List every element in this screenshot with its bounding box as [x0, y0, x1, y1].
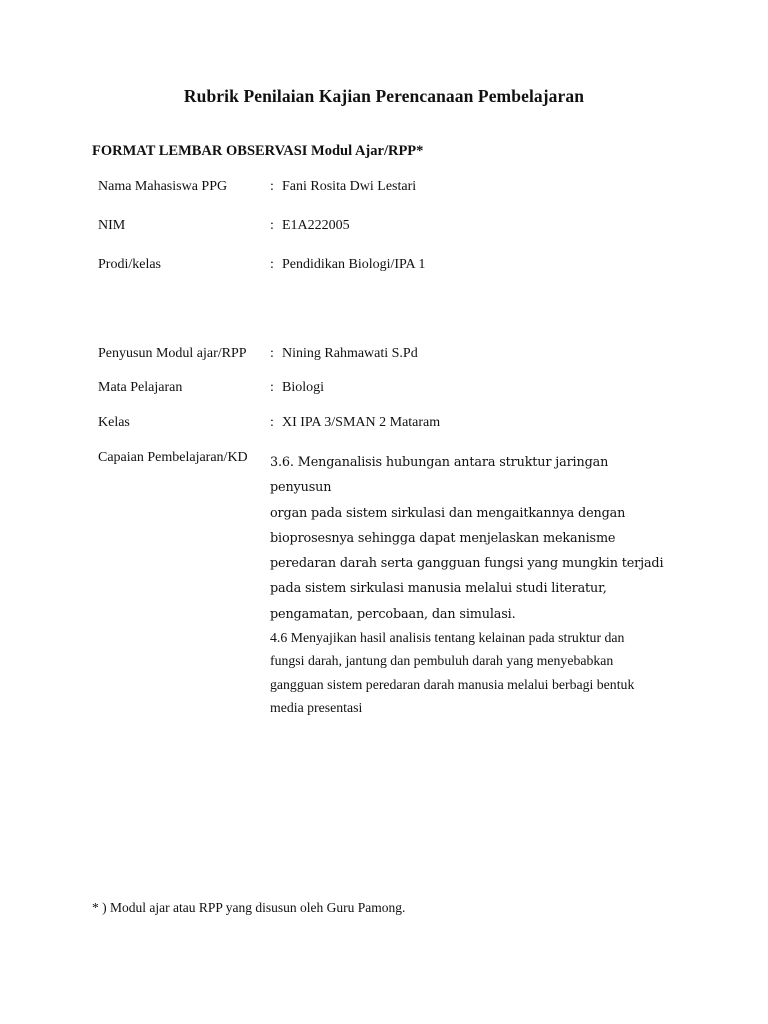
field-label-nama: Nama Mahasiswa PPG	[98, 179, 228, 194]
field-label-prodi: Prodi/kelas	[98, 257, 161, 272]
kd-line: gangguan sistem peredaran darah manusia melalui berbagi bentuk	[270, 676, 635, 692]
kd-line: 4.6 Menyajikan hasil analisis tentang kelainan pada struktur dan	[270, 630, 625, 645]
page-title: Rubrik Penilaian Kajian Perencanaan Pembelajaran	[183, 86, 585, 106]
field-colon: :	[270, 257, 274, 272]
kd-line: organ pada sistem sirkulasi dan mengaitkannya dengan	[270, 505, 626, 521]
field-value-kelas: XI IPA 3/SMAN 2 Mataram	[282, 415, 441, 430]
field-colon: :	[270, 380, 274, 395]
kd-line: fungsi darah, jantung dan pembuluh darah yang menyebabkan	[270, 653, 614, 669]
field-value-nama: Fani Rosita Dwi Lestari	[282, 179, 417, 194]
kd-line: peredaran darah serta gangguan fungsi yang mungkin terjadi	[270, 556, 664, 572]
kd-line: media presentasi	[270, 699, 363, 715]
form-subtitle: FORMAT LEMBAR OBSERVASI Modul Ajar/RPP*	[92, 143, 424, 159]
kd-line: 3.6. Menganalisis hubungan antara struktur jaringan penyusun	[270, 455, 609, 496]
kd-paragraph-4-6	[270, 626, 670, 719]
field-colon: :	[270, 179, 274, 194]
field-colon: :	[270, 415, 274, 430]
field-colon: :	[270, 218, 274, 233]
kd-line: pada sistem sirkulasi manusia melalui studi literatur,	[270, 581, 607, 597]
field-label-kelas: Kelas	[98, 415, 130, 430]
footnote: * ) Modul ajar atau RPP yang disusun oleh Guru Pamong.	[92, 900, 406, 915]
field-label-nim: NIM	[98, 218, 126, 233]
kd-line: pengamatan, percobaan, dan simulasi.	[270, 606, 516, 622]
kd-paragraph-3-6	[270, 450, 670, 627]
field-value-prodi: Pendidikan Biologi/IPA 1	[282, 257, 426, 272]
kd-line: bioprosesnya sehingga dapat menjelaskan mekanisme	[270, 530, 616, 546]
field-value-nim: E1A222005	[282, 218, 350, 233]
field-value-mapel: Biologi	[282, 380, 325, 395]
field-colon: :	[270, 346, 274, 361]
field-label-penyusun: Penyusun Modul ajar/RPP	[98, 346, 247, 361]
field-value-penyusun: Nining Rahmawati S.Pd	[282, 346, 418, 361]
field-label-capaian: Capaian Pembelajaran/KD	[98, 450, 248, 465]
field-label-mapel: Mata Pelajaran	[98, 380, 183, 395]
